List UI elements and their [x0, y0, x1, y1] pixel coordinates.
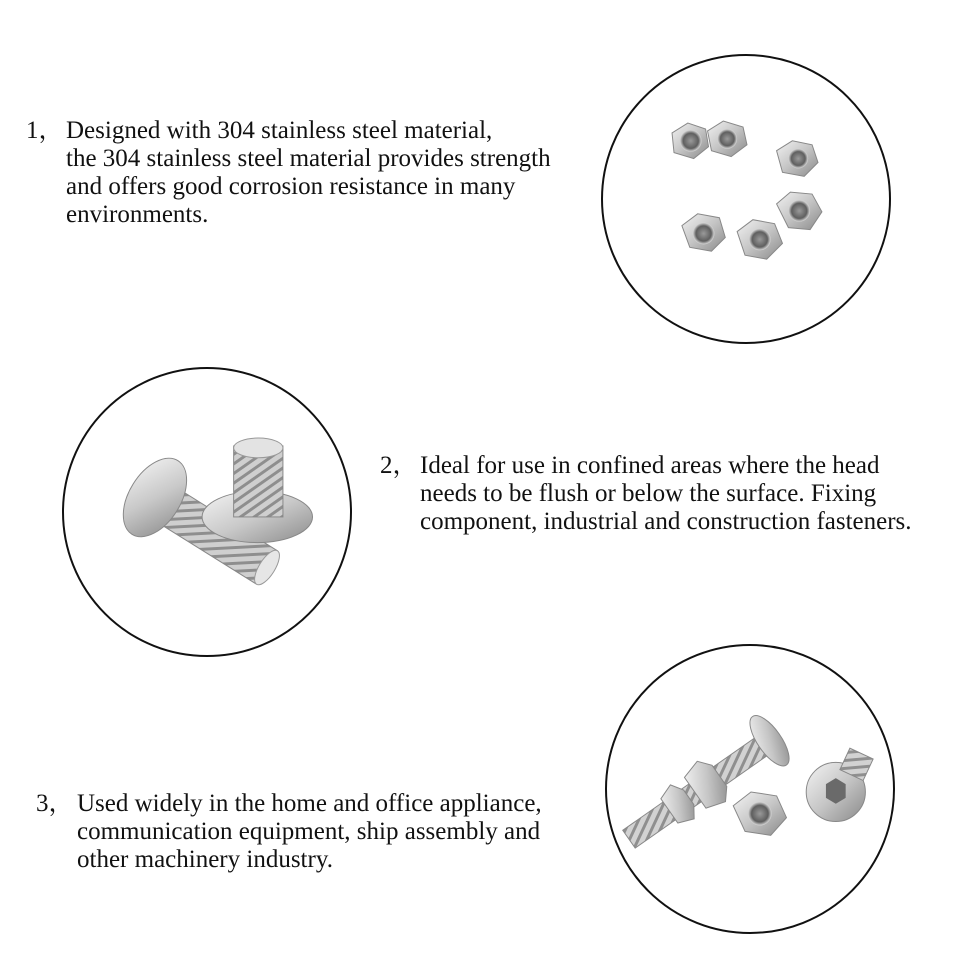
feature-line: communication equipment, ship assembly and	[77, 818, 541, 845]
feature-line: Ideal for use in confined areas where the head	[420, 452, 880, 479]
hex-nuts-illustration	[603, 56, 889, 342]
feature-number: 1，	[26, 117, 64, 144]
long-screw-with-nuts	[612, 710, 796, 864]
feature-text	[420, 452, 912, 536]
feature-line: needs to be flush or below the surface. Fixing	[420, 480, 877, 507]
screw-nut-assembly-illustration	[607, 646, 893, 932]
screw-standing	[202, 438, 312, 543]
feature-2	[380, 452, 912, 536]
feature-text	[66, 117, 551, 229]
hex-nut	[682, 214, 725, 251]
feature-number: 2，	[380, 452, 418, 479]
feature-text	[77, 790, 542, 874]
hex-nut	[777, 141, 818, 177]
feature-line: Used widely in the home and office appliance,	[77, 790, 542, 817]
feature-line: Designed with 304 stainless steel material,	[66, 117, 493, 144]
feature-number: 3，	[36, 790, 74, 817]
feature-1	[26, 117, 551, 229]
button-head-screws-image	[62, 367, 352, 657]
hex-nuts-image	[601, 54, 891, 344]
hex-nut	[733, 792, 786, 835]
feature-line: component, industrial and construction fasteners.	[420, 508, 912, 535]
hex-nut	[708, 121, 747, 157]
socket-button-screw	[806, 748, 873, 821]
screw-nut-assembly-image	[605, 644, 895, 934]
hex-nut	[737, 220, 782, 259]
button-head-screws-illustration	[64, 369, 350, 655]
hex-nut	[672, 123, 708, 159]
feature-line: other machinery industry.	[77, 846, 333, 873]
feature-line: environments.	[66, 201, 209, 228]
feature-line: the 304 stainless steel material provides strength	[66, 145, 551, 172]
feature-line: and offers good corrosion resistance in many	[66, 173, 516, 200]
feature-3	[36, 790, 542, 874]
hex-nut	[777, 192, 822, 229]
